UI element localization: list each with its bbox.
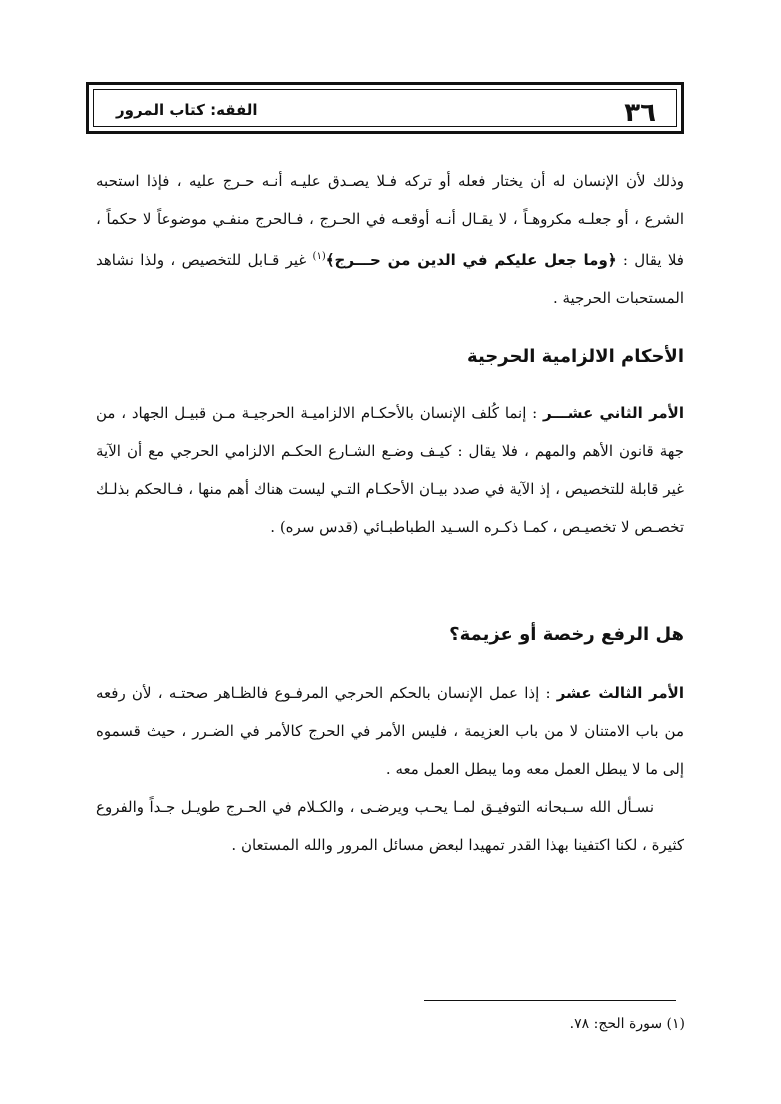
paragraph-4: نسـأل الله سـبحانه التوفيـق لمـا يحـب ويرضـى ، والكـلام في الحـرج طويـل جـداً والفروع كثيرة ، لكنا اكتفينا بهذا القدر تمهيدا لبعض مسائل المرور والله المستعان .	[96, 798, 684, 854]
footnote-reference: (١)	[312, 251, 326, 262]
section-heading-1: الأحكام الالزامية الحرجية	[467, 346, 684, 367]
quran-verse: ﴿وما جعل عليكم في الدين من حـــرج﴾	[325, 251, 617, 269]
page-header-inner-frame	[93, 89, 677, 127]
paragraph-3	[96, 674, 684, 788]
footnote: (١) سورة الحج: ٧٨.	[569, 1016, 685, 1032]
paragraph-2-text: : إنما كُلف الإنسان بالأحكـام الالزاميـة الحرجيـة مـن قبيـل الجهاد ، من جهة قانون الأهم والمهم ، فلا يقال : كيـف وضـع الشـارع الحكـم الالزامي الحرجي مع أن الآية غير قابلة للتخصيص ، إذ الآية في صدد بيـان الأحكـام التـي ليست هناك أهم منها ، فـالحكم بذلـك تخصـص لا تخصيـص ، كمـا ذكـره السـيد الطباطبـائي (قدس سره) .	[96, 404, 684, 536]
paragraph-2-lead: الأمر الثاني عشـــر	[543, 404, 684, 422]
page-header-frame	[86, 82, 684, 134]
paragraph-1-text: وذلك لأن الإنسان له أن يختار فعله أو تركه فـلا يصـدق عليـه أنـه حـرج عليه ، فإذا استحبه الشرع ، أو جعلـه مكروهـاً ، لا يقـال أنـه أوقعـه في الحـرج ، فـالحرج منفـي موضوعاً لا حكماً ، فلا يقال :	[96, 172, 684, 269]
page-number: ٣٦	[624, 98, 656, 128]
paragraph-1-end: غير قـابل للتخصيص ، ولذا نشاهد المستحبات الحرجية .	[96, 251, 684, 307]
paragraph-3-lead: الأمر الثالث عشر	[556, 684, 684, 702]
paragraph-2	[96, 394, 684, 546]
paragraph-1	[96, 162, 684, 317]
footnote-separator	[424, 1000, 676, 1001]
paragraph-3-text: : إذا عمل الإنسان بالحكم الحرجي المرفـوع فالظـاهر صحتـه ، لأن رفعه من باب الامتنان لا من باب العزيمة ، فليس الأمر في الحرج كالأمر في الضـرر ، حيث قسموه إلى ما لا يبطل العمل معه وما يبطل العمل معه .	[96, 684, 684, 778]
running-title: الفقه: كتاب المرور	[116, 101, 258, 119]
section-heading-2: هل الرفع رخصة أو عزيمة؟	[449, 624, 684, 645]
